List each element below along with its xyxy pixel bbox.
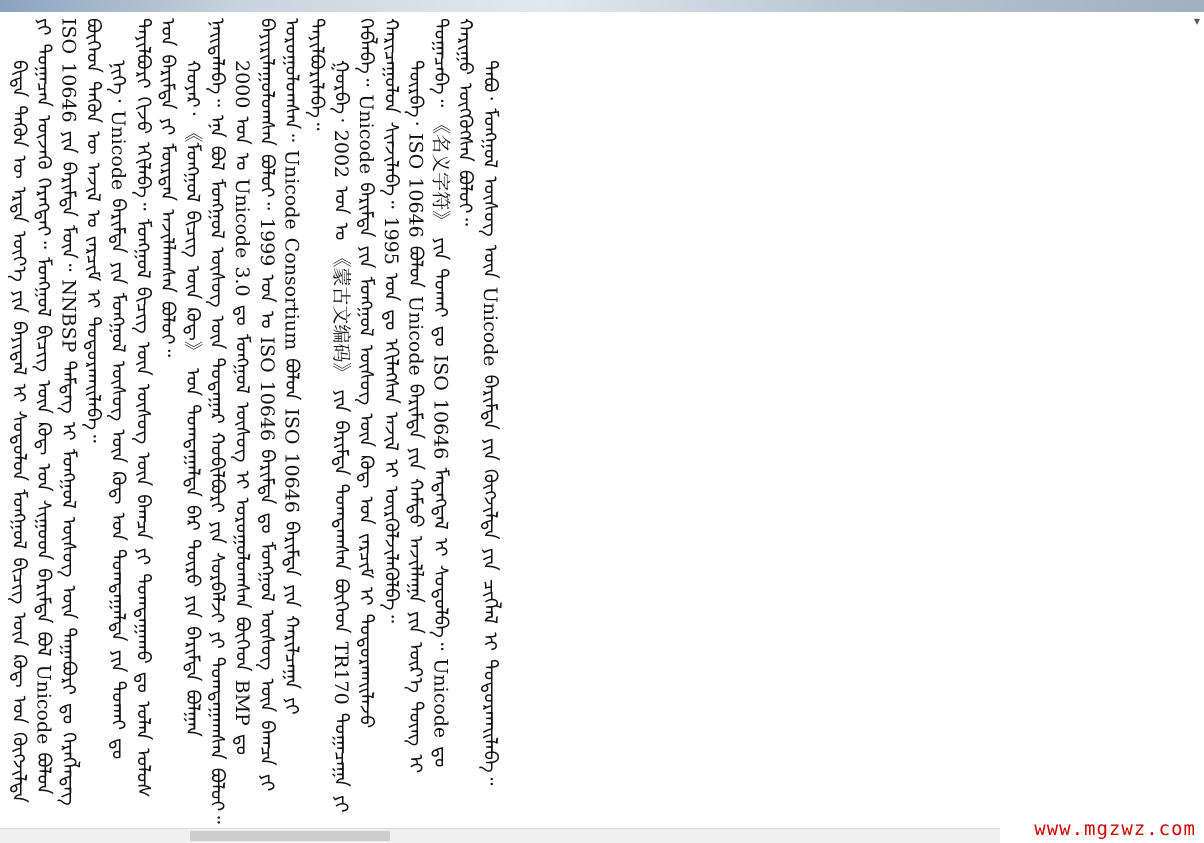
horizontal-scrollbar[interactable] — [0, 828, 1000, 843]
document-page — [6, 12, 1198, 826]
paragraph: ᠲᠠᠪᠤ᠂ ᠮᠣᠩᠭᠣᠯ ᠦᠰᠦᠭ ᠦᠨ Unicode ᠪᠠᠷᠢᠮᠲᠠ ᠶᠢᠨ ᠬᠥᠭᠵᠢᠯᠲᠡ ᠶᠢᠨ ᠴᠢᠭᠯᠡᠯ ᠢ ᠲᠣᠳᠤᠷᠬᠠᠢᠯᠠᠪᠠ᠃ — [478, 59, 501, 786]
site-watermark: www.mgzwz.com — [1034, 818, 1196, 840]
paragraph: ᠭᠤᠷᠪᠠ᠂ 2002 ᠣᠨ ᠤ 《蒙古文编码》 ᠶᠢᠨ ᠪᠠᠷᠢᠮᠲᠠ ᠲᠣᠭᠲᠠᠭᠰᠠᠨ ᠪᠥᠭᠡᠳ TR170 ᠲᠣᠭᠠᠴᠠᠭᠠ ᠶᠢ ᠬᠡᠪᠯᠡᠪᠡ᠃ Unicode ᠪᠠᠷᠢᠮᠲᠠ ᠶᠢᠨ ᠮᠣᠩᠭᠣᠯ ᠦᠰᠦᠭ ᠦᠨ ᠺᠣᠳ᠋ ᠤᠨ ᠵᠠᠷᠴᠢᠮ ᠢ ᠲᠣᠳᠤᠷᠬᠠᠢᠯᠠᠵᠤ ᠬᠠᠷᠢᠴᠠᠭᠤᠯᠤᠨ ᠰᠢᠨᠵᠢᠯᠡᠪᠡ᠃ 1995 ᠣᠨ ᠳᠤ ᠡᠬᠢᠯᠡᠭᠰᠡᠨ ᠠᠵᠢᠯ ᠢ ᠦᠷᠭᠦᠯᠵᠢᠯᠡᠭᠦᠯᠪᠡ᠃ — [330, 18, 402, 813]
paragraph: ᠪᠢᠳᠡ ᠲᠡᠭᠦᠨ ᠦ ᠡᠷᠲᠡ ᠦᠶ᠎ᠡ ᠶᠢᠨ ᠪᠠᠶᠢᠳᠠᠯ ᠢ ᠰᠤᠳᠤᠯᠤᠨ ᠮᠣᠩᠭᠣᠯ ᠪᠢᠴᠢᠭ ᠦᠨ ᠺᠣᠳ᠋ ᠤᠨ ᠬᠥᠭᠵᠢᠯᠲᠡ ᠶᠢ ᠲᠣᠭᠠᠴᠠᠨ ᠦᠵᠡᠬᠦ ᠬᠡᠷᠡᠭᠲᠡᠢ᠃ ᠮᠣᠩᠭᠣᠯ ᠪᠢᠴᠢᠭ ᠦᠨ ᠺᠣᠳ᠋ ᠤᠨ ᠰᠢᠭᠤᠳ ᠪᠠᠷᠢᠮᠲᠠ ᠪᠣᠯ Unicode ᠪᠣᠯᠤᠨ ISO 10646 ᠶᠢᠨ ᠪᠠᠷᠢᠮᠲᠠ ᠮᠥᠨ᠃ NNBSP ᠲᠡᠮᠳᠡᠭ ᠢ ᠮᠣᠩᠭᠣᠯ ᠦᠰᠦᠭ ᠦᠨ ᠳᠠᠭᠠᠪᠤᠷᠢ ᠳᠤ ᠬᠡᠷᠡᠭᠯᠡᠳᠡᠭ ᠪᠥᠭᠡᠳ ᠲᠡᠭᠦᠨ ᠦ ᠠᠵᠢᠯ ᠤ ᠵᠠᠷᠴᠢᠮ ᠢ ᠲᠣᠳᠤᠷᠬᠠᠢᠯᠠᠪᠠ᠃ — [7, 18, 105, 806]
paragraph: ᠨᠢᠭᠡ᠂ Unicode ᠪᠠᠷᠢᠮᠲᠠ ᠶᠢᠨ ᠮᠣᠩᠭᠣᠯ ᠦᠰᠦᠭ ᠦᠨ ᠺᠣᠳ᠋ ᠤᠨ ᠲᠣᠭᠲᠠᠭᠠᠯᠲᠠ ᠶᠢᠨ ᠲᠤᠬᠠᠢ ᠳᠤ ᠲᠠᠶᠢᠯᠪᠤᠷᠢ ᠬᠢᠵᠦ ᠡᠬᠢᠯᠡᠪᠡ᠃ ᠮᠣᠩᠭᠣᠯ ᠪᠢᠴᠢᠭ ᠦᠨ ᠦᠰᠦᠭ ᠦᠨ ᠪᠠᠭᠴᠠ ᠶᠢ ᠲᠣᠭᠲᠠᠭᠠᠬᠤ ᠳᠤ ᠣᠯᠠᠨ ᠤᠯᠤᠰ ᠤᠨ ᠪᠠᠷᠢᠮᠲᠠ ᠶᠢ ᠮᠦᠷᠳᠡᠨ ᠠᠵᠢᠯᠯᠠᠭᠰᠠᠨ ᠪᠤᠯᠤᠢ᠃ — [106, 18, 179, 798]
scrollbar-thumb[interactable] — [190, 831, 390, 841]
scroll-down-icon[interactable]: ▾ — [1193, 14, 1200, 28]
paragraph: 2000 ᠣᠨ ᠤ Unicode 3.0 ᠳᠤ ᠮᠣᠩᠭᠣᠯ ᠦᠰᠦᠭ ᠢ ᠣᠷᠣᠭᠤᠯᠤᠭᠰᠠᠨ ᠪᠥᠭᠡᠳ BMP ᠳᠤ ᠪᠠᠶᠢᠷᠢᠯᠠᠭᠤᠯᠤᠭᠰᠠᠨ ᠪᠤᠯᠤᠢ᠃ 1999 ᠣᠨ ᠤ ISO 10646 ᠪᠠᠷᠢᠮᠲᠠ ᠳᠤ ᠮᠣᠩᠭᠣᠯ ᠦᠰᠦᠭ ᠦᠨ ᠪᠠᠭᠴᠠ ᠶᠢ ᠣᠷᠣᠭᠤᠯᠤᠭᠰᠠᠨ᠃ Unicode Consortium ᠪᠣᠯᠤᠨ ISO 10646 ᠪᠠᠷᠢᠮᠲᠠ ᠶᠢᠨ ᠬᠠᠷᠢᠯᠴᠠᠭᠠ ᠶᠢ ᠲᠠᠶᠢᠯᠪᠤᠷᠢᠯᠠᠪᠠ᠃ — [230, 18, 328, 792]
window-top-strip — [0, 0, 1204, 12]
paragraph: ᠳᠥᠷᠪᠡ᠂ ISO 10646 ᠪᠣᠯᠤᠨ Unicode ᠪᠠᠷᠢᠮᠲᠠ ᠶᠢᠨ ᠬᠠᠮᠲᠤ ᠠᠵᠢᠯᠯᠠᠭᠠ ᠶᠢᠨ ᠦᠷ᠎ᠡ ᠳᠦᠩ ᠢ ᠲᠣᠭᠠᠴᠠᠪᠠ᠃ 《名义字符》 ᠶᠢᠨ ᠲᠤᠬᠠᠢ ᠳᠤ ISO 10646 ᠮᠡᠳᠡᠭᠳᠡᠯ ᠢ ᠰᠤᠳᠤᠯᠪᠠ᠃ Unicode ᠳᠤ ᠬᠠᠷᠢᠭᠤ ᠥᠭᠭᠦᠭᠰᠡᠨ ᠪᠤᠯᠤᠢ᠃ — [404, 18, 477, 773]
vertical-mongolian-text — [6, 12, 502, 824]
paragraph: ᠬᠣᠶᠠᠷ᠂ 《ᠮᠣᠩᠭᠣᠯ ᠪᠢᠴᠢᠭ ᠦᠨ ᠺᠣᠳ᠋》 ᠤᠨ ᠲᠣᠭᠲᠠᠭᠠᠯᠲᠠ ᠪᠠᠷ ᠲᠦᠷᠦ ᠶᠢᠨ ᠪᠠᠷᠢᠮᠲᠠ ᠪᠣᠯᠭᠠᠨ ᠨᠡᠢᠲᠡᠯᠡᠪᠡ᠃ ᠡᠨᠡ ᠪᠣᠯ ᠮᠣᠩᠭᠣᠯ ᠦᠰᠦᠭ ᠦᠨ ᠳᠤᠲᠠᠭᠠᠷ ᠬᠤᠪᠢᠯᠪᠤᠷᠢ ᠶᠢᠨ ᠰᠤᠷᠪᠠᠯᠵᠢ ᠶᠢ ᠲᠣᠭᠲᠠᠭᠠᠭᠰᠠᠨ ᠪᠤᠯᠤᠢ᠃ — [181, 18, 229, 824]
